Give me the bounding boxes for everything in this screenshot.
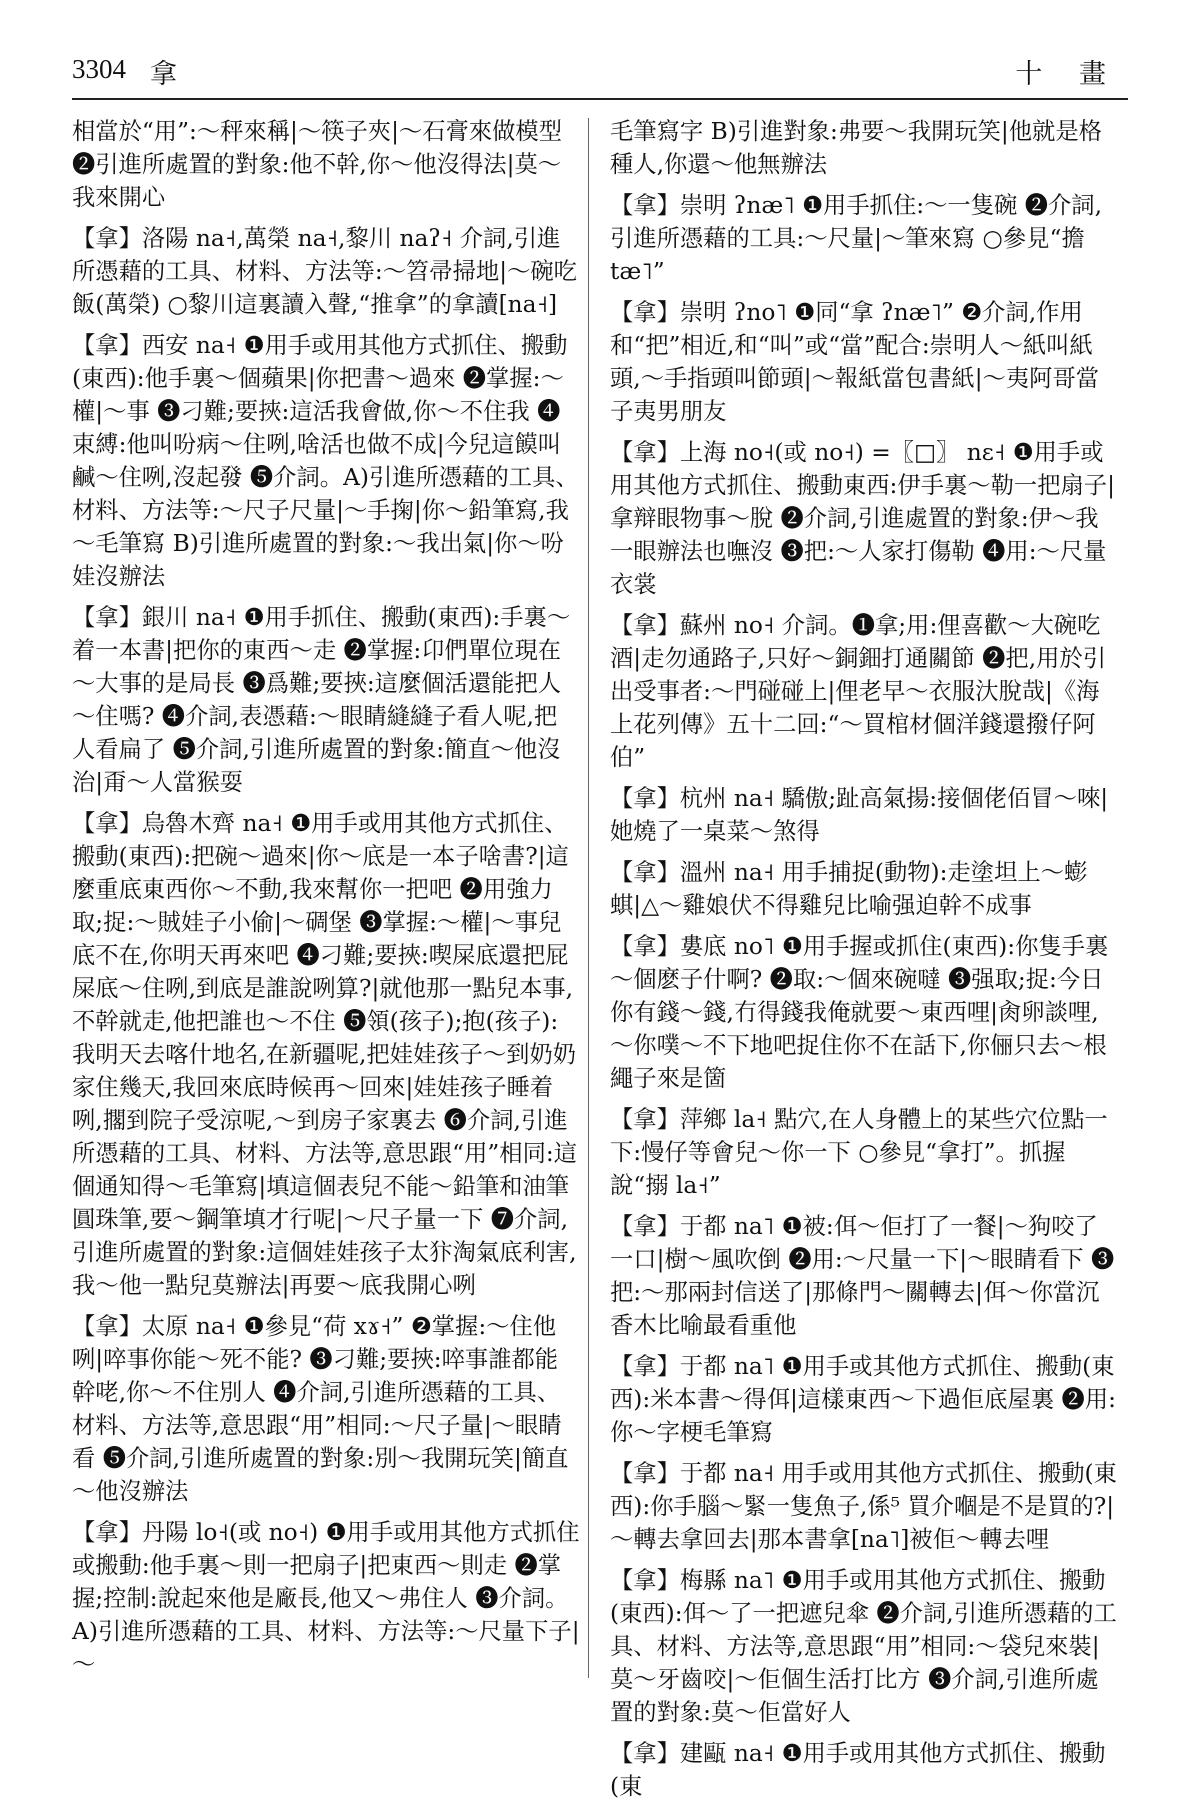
dictionary-entry: 【拿】梅縣 na˥ ❶用手或用其他方式抓住、搬動(東西):佴～了一把遮兒傘 ❷介詞,引進所憑藉的工具、材料、方法等,意思跟“用”相同:～袋兒來裝|莫～牙齒咬|～佢個生活打比方 ❸介詞,引進所處置的對象:莫～佢當好人 [610, 1567, 1117, 1726]
dictionary-entry: 【拿】萍鄉 la˧ 點穴,在人身體上的某些穴位點一下:慢仔等會兒～你一下 ○參見“拿打”。抓握說“搦 la˧” [610, 1106, 1108, 1199]
dictionary-entry: 【拿】杭州 na˧ 驕傲;趾高氣揚:接個佬佰冒～唻|她燒了一桌菜～煞得 [610, 785, 1109, 845]
dictionary-entry: 【拿】西安 na˧ ❶用手或用其他方式抓住、搬動(東西):他手裏～個蘋果|你把書～過來 ❷掌握:～權|～事 ❸刁難;要挾:這活我會做,你～不住我 ❹束縛:他叫吩病～住咧,啥活也做不成|今兒這饃叫鹹～住咧,沒起發 ❺介詞。A)引進所憑藉的工具、材料、方法等:～尺子尺量|～手掬|你～鉛筆寫,我～毛筆寫 B)引進所處置的對象:～我出氣|你～吩娃沒辦法 [72, 332, 579, 590]
right-column [610, 115, 1118, 1811]
column-divider [588, 118, 589, 1678]
dictionary-entry: 【拿】上海 no˧(或 no˧) =〖□〗 nɛ˧ ❶用手或用其他方式抓住、搬動東西:伊手裏～勒一把扇子|拿辩眼物事～脫 ❷介詞,引進處置的對象:伊～我一眼辦法也嘸沒 ❸把:～人家打傷勒 ❹用:～尺量衣裳 [610, 439, 1115, 598]
dictionary-entry: 【拿】烏魯木齊 na˧ ❶用手或用其他方式抓住、搬動(東西):把碗～過來|你～底是一本子啥書?|這麼重底東西你～不動,我來幫你一把吧 ❷用強力取;捉:～賊娃子小偷|～碉堡 ❸掌握:～權|～事兒底不在,你明天再來吧 ❹刁難;要挾:喫屎底還把屁屎底～住咧,到底是誰說咧算?|就他那一點兒本事,不幹就走,他把誰也～不住 ❺領(孩子);抱(孩子):我明天去喀什地名,在新疆呢,把娃娃孩子～到奶奶家住幾天,我回來底時候再～回來|娃娃孩子睡着咧,擱到院子受涼呢,～到房子家裏去 ❻介詞,引進所憑藉的工具、材料、方法等,意思跟“用”相同:這個通知得～毛筆寫|填這個表兒不能～鉛筆和油筆圓珠筆,要～鋼筆填才行呢|～尺子量一下 ❼介詞,引進所處置的對象:這個娃娃孩子太犿淘氣底利害,我～他一點兒莫辦法|再要～底我開心咧 [72, 810, 578, 1299]
dictionary-entry: 【拿】銀川 na˧ ❶用手抓住、搬動(東西):手裏～着一本書|把你的東西～走 ❷掌握:卬們單位現在～大事的是局長 ❸爲難;要挾:這麼個活還能把人～住嗎? ❹介詞,表憑藉:～眼睛縫縫子看人呢,把人看扁了 ❺介詞,引進所處置的對象:簡直～他沒治|甭～人當猴耍 [72, 604, 571, 796]
left-column [72, 115, 580, 1689]
dictionary-entry: 相當於“用”:～秤來稱|～筷子夾|～石膏來做模型 ❷引進所處置的對象:他不幹,你～他沒得法|莫～我來開心 [72, 118, 563, 211]
dictionary-entry: 【拿】于都 na˧ 用手或用其他方式抓住、搬動(東西):你手腦～緊一隻魚子,係⁵ 買介嗰是不是買的?|～轉去拿回去|那本書拿[na˥]被佢～轉去哩 [610, 1460, 1117, 1553]
page-header [72, 52, 1128, 100]
dictionary-entry: 【拿】于都 na˥ ❶用手或其他方式抓住、搬動(東西):米本書～得佴|這樣東西～下過佢底屋裏 ❷用:你～字梗毛筆寫 [610, 1353, 1116, 1446]
page-number: 3304 [72, 54, 126, 84]
dictionary-entry: 【拿】婁底 no˥ ❶用手握或抓住(東西):你隻手裏～個麽子什啊? ❷取:～個來碗噠 ❸强取;捉:今日你有錢～錢,冇得錢我俺就要～東西哩|肏卵談哩,～你噗～不下地吧捉住你不在話下,你俪只去～根繩子來是箇 [610, 933, 1109, 1092]
dictionary-entry: 毛筆寫字 B)引進對象:弗要～我開玩笑|他就是格種人,你還～他無辦法 [610, 118, 1102, 178]
dictionary-entry: 【拿】溫州 na˧ 用手捕捉(動物):走塗坦上～蟛蜞|△～雞娘伏不得雞兒比喻强迫幹不成事 [610, 859, 1088, 919]
dictionary-entry: 【拿】蘇州 no˧ 介詞。❶拿;用:俚喜歡～大碗吃酒|走勿通路子,只好～銅鈿打通關節 ❷把,用於引出受事者:～門碰碰上|俚老早～衣服汏脫哉|《海上花列傳》五十二回:“～買棺材個洋錢還撥仔阿伯” [610, 612, 1107, 771]
dictionary-entry: 【拿】丹陽 lo˧(或 no˧) ❶用手或用其他方式抓住或搬動:他手裏～則一把扇子|把東西～則走 ❷掌握;控制:說起來他是廠長,他又～弗住人 ❸介詞。A)引進所憑藉的工具、材料、方法等:～尺量下子|～ [72, 1519, 580, 1678]
dictionary-entry: 【拿】洛陽 na˧,萬榮 na˧,黎川 naʔ˧ 介詞,引進所憑藉的工具、材料、方法等:～笤帚掃地|～碗吃飯(萬榮) ○黎川這裏讀入聲,“推拿”的拿讀[na˧] [72, 225, 577, 318]
dictionary-entry: 【拿】建甌 na˧ ❶用手或用其他方式抓住、搬動(東 [610, 1740, 1106, 1800]
dictionary-entry: 【拿】于都 na˥ ❶被:佴～佢打了一餐|～狗咬了一口|樹～風吹倒 ❷用:～尺量一下|～眼睛看下 ❸把:～那兩封信送了|那條門～關轉去|佴～你當沉香木比喻最看重他 [610, 1213, 1115, 1339]
dictionary-entry: 【拿】太原 na˧ ❶參見“荷 xɤ˧” ❷掌握:～住他咧|啐事你能～死不能? ❸刁難;要挾:啐事誰都能幹咾,你～不住別人 ❹介詞,引進所憑藉的工具、材料、方法等,意思跟“用”相同:～尺子量|～眼睛看 ❺介詞,引進所處置的對象:別～我開玩笑|簡直～他沒辦法 [72, 1313, 569, 1505]
header-character: 拿 [150, 59, 177, 90]
stroke-count-label: 十 畫 [1015, 59, 1120, 90]
dictionary-entry: 【拿】崇明 ʔnæ˥ ❶用手抓住:～一隻碗 ❷介詞,引進所憑藉的工具:～尺量|～筆來寫 ○參見“擔 tæ˥” [610, 192, 1102, 285]
dictionary-entry: 【拿】崇明 ʔno˥ ❶同“拿 ʔnæ˥” ❷介詞,作用和“把”相近,和“叫”或“當”配合:崇明人～紙叫紙頭,～手指頭叫節頭|～報紙當包書紙|～夷阿哥當子夷男朋友 [610, 299, 1100, 425]
